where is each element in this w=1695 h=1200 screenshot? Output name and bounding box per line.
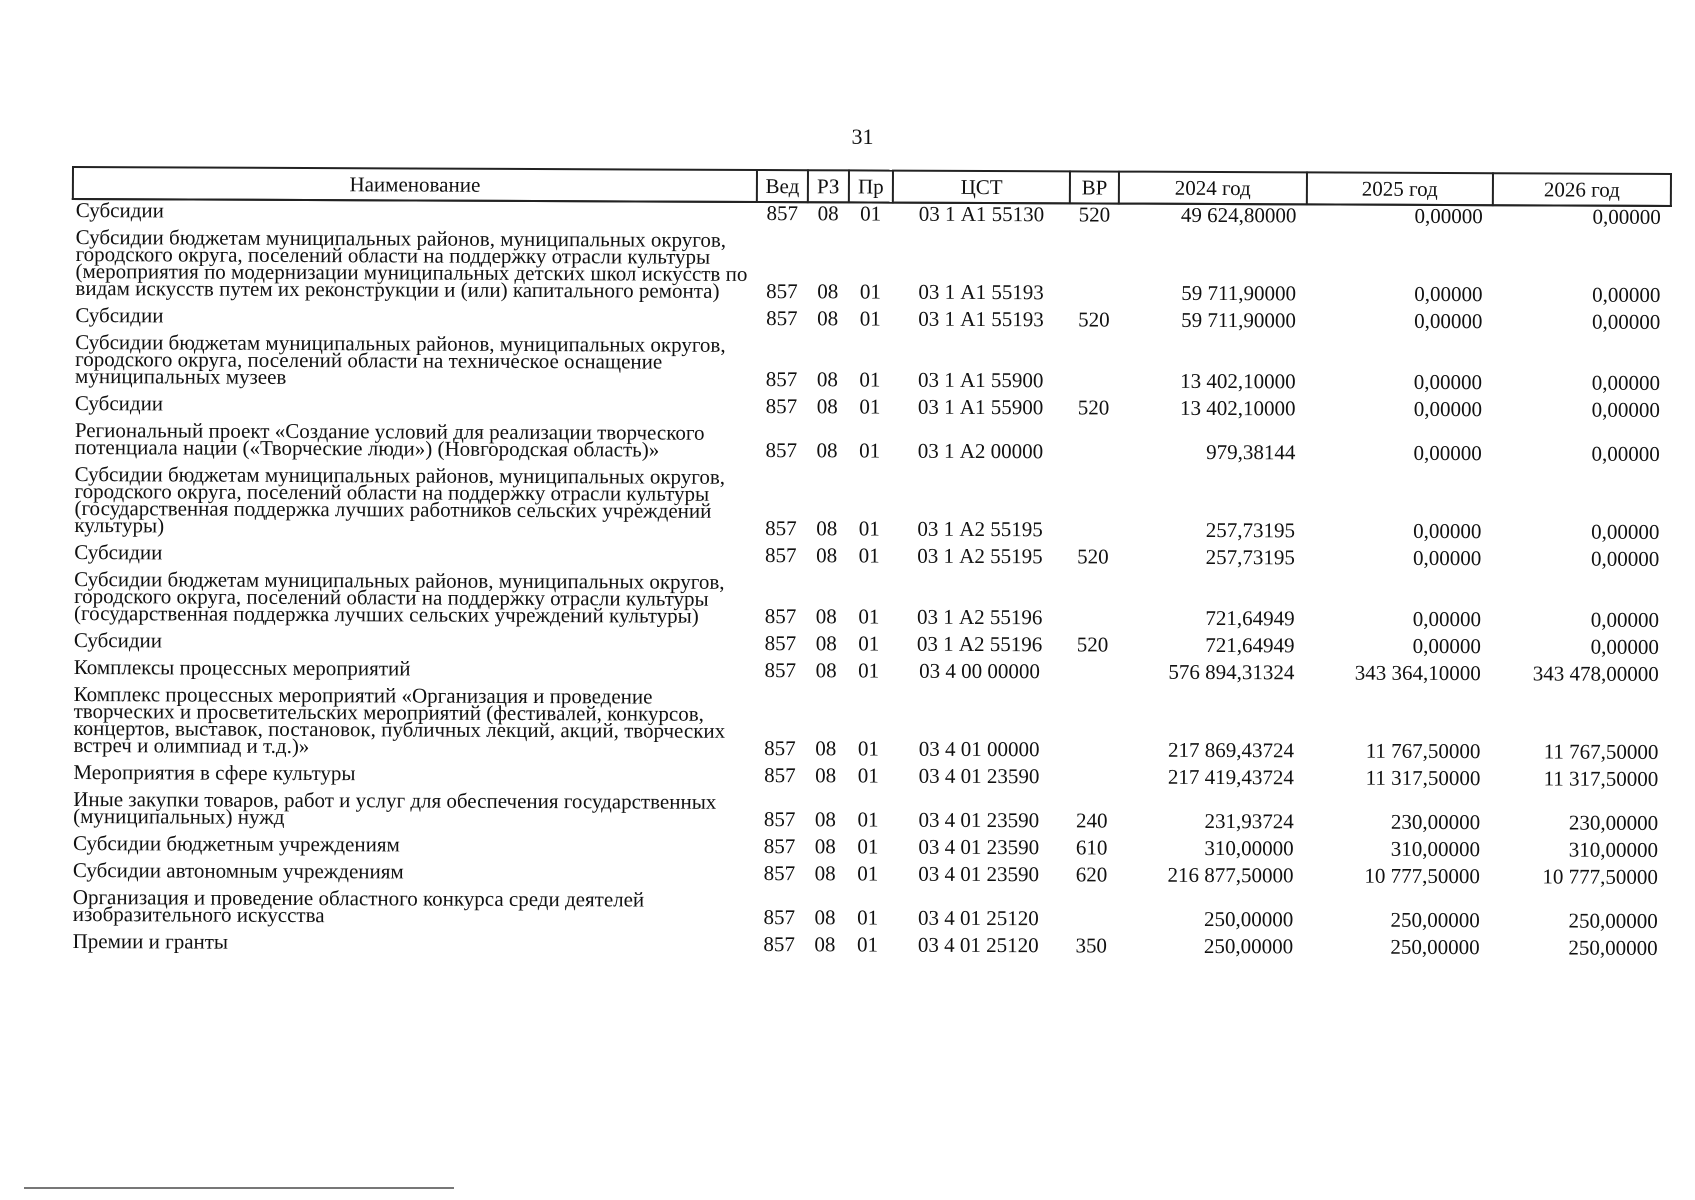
cell-cst: 03 1 А1 55900 — [917, 394, 1044, 420]
header-pr: Пр — [848, 170, 893, 202]
cell-name: Иные закупки товаров, работ и услуг для обеспечения государственных (муниципальных) нужд — [73, 787, 717, 829]
cell-2025: 0,00000 — [1414, 281, 1483, 307]
cell-ved: 857 — [764, 763, 796, 788]
cell-pr: 01 — [858, 516, 880, 541]
cell-2025: 0,00000 — [1412, 606, 1482, 632]
cell-name: Субсидии — [75, 198, 164, 223]
cell-2024: 257,73195 — [1205, 517, 1296, 543]
cell-2025: 250,00000 — [1390, 907, 1480, 933]
cell-2024: 49 624,80000 — [1180, 202, 1297, 228]
cell-rz: 08 — [814, 834, 836, 859]
cell-2026: 310,00000 — [1568, 837, 1659, 862]
page-number: 31 — [851, 124, 874, 149]
cell-pr: 01 — [857, 834, 879, 859]
cell-2026: 343 478,00000 — [1532, 661, 1659, 686]
cell-rz: 08 — [815, 604, 837, 629]
header-2026: 2026 год — [1493, 173, 1671, 206]
cell-2024: 231,93724 — [1204, 808, 1294, 834]
cell-2026: 0,00000 — [1590, 607, 1660, 632]
budget-table-container — [69, 166, 1672, 965]
cell-2025: 11 317,50000 — [1365, 765, 1481, 791]
budget-table — [69, 166, 1672, 965]
cell-2025: 0,00000 — [1413, 396, 1483, 422]
cell-ved: 857 — [763, 834, 796, 859]
cell-vr — [1067, 688, 1116, 766]
header-cst: ЦСТ — [893, 171, 1070, 204]
cell-2024: 217 869,43724 — [1168, 737, 1295, 763]
cell-name: Комплексы процессных мероприятий — [73, 655, 411, 681]
cell-cst: 03 4 01 23590 — [918, 861, 1040, 887]
header-ved: Вед — [757, 170, 808, 202]
cell-cst: 03 4 01 23590 — [918, 807, 1040, 833]
table-row — [71, 569, 1669, 637]
cell-name: Премии и гранты — [72, 929, 229, 954]
cell-2026: 0,00000 — [1591, 441, 1660, 466]
cell-2024: 310,00000 — [1204, 835, 1294, 861]
cell-rz: 08 — [815, 658, 837, 683]
cell-name: Региональный проект «Создание условий для реализации творческого потенциала нации («Творческие люди») (Новгородская область)» — [74, 418, 705, 462]
table-row — [72, 332, 1670, 400]
cell-pr: 01 — [856, 932, 879, 957]
cell-rz: 08 — [816, 367, 838, 392]
cell-2026: 0,00000 — [1591, 519, 1660, 544]
cell-rz: 08 — [814, 905, 836, 930]
cell-vr — [1069, 231, 1118, 309]
cell-rz: 08 — [815, 763, 837, 788]
cell-pr: 01 — [859, 438, 881, 463]
cell-2025: 0,00000 — [1413, 440, 1482, 466]
cell-2025: 11 767,50000 — [1365, 738, 1481, 764]
cell-2024: 59 711,90000 — [1181, 307, 1296, 333]
cell-2026: 0,00000 — [1591, 370, 1661, 395]
cell-2025: 0,00000 — [1413, 369, 1483, 395]
cell-vr — [1067, 891, 1116, 935]
cell-vr — [1069, 424, 1118, 468]
cell-cst: 03 1 А2 55195 — [917, 543, 1043, 569]
header-vr: ВР — [1070, 171, 1119, 203]
cell-2024: 576 894,31324 — [1168, 659, 1295, 685]
cell-cst: 03 1 А1 55900 — [917, 367, 1044, 393]
cell-2026: 11 767,50000 — [1543, 739, 1659, 764]
cell-pr: 01 — [858, 631, 880, 656]
cell-rz: 08 — [816, 516, 838, 541]
cell-vr: 520 — [1078, 307, 1110, 332]
cell-ved: 857 — [764, 604, 797, 629]
cell-2025: 250,00000 — [1390, 934, 1480, 960]
cell-name: Организация и проведение областного конкурса среди деятелей изобразительного искусства — [72, 885, 645, 928]
cell-name: Субсидии — [75, 303, 164, 328]
cell-2026: 250,00000 — [1568, 908, 1658, 933]
cell-name: Субсидии бюджетам муниципальных районов, муниципальных округов, городского округа, поселений области на поддержку отрасли культуры (государственная поддержка лучших работников сельских учреждений культуры) — [74, 462, 726, 538]
cell-ved: 857 — [763, 807, 796, 832]
cell-pr: 01 — [860, 201, 882, 226]
cell-2024: 13 402,10000 — [1180, 368, 1296, 394]
cell-2026: 250,00000 — [1568, 935, 1658, 960]
cell-ved: 857 — [766, 279, 798, 304]
cell-2024: 721,64949 — [1205, 605, 1295, 631]
cell-ved: 857 — [765, 367, 798, 392]
cell-ved: 857 — [765, 543, 797, 568]
table-row — [70, 887, 1668, 938]
cell-pr: 01 — [857, 861, 879, 886]
cell-pr: 01 — [858, 658, 880, 683]
cell-2025: 0,00000 — [1412, 633, 1481, 659]
cell-ved: 857 — [764, 736, 796, 761]
cell-cst: 03 1 А2 55196 — [916, 604, 1043, 630]
cell-cst: 03 4 01 25120 — [917, 932, 1039, 958]
cell-2025: 310,00000 — [1390, 836, 1481, 862]
cell-vr: 240 — [1075, 808, 1108, 833]
cell-2024: 216 877,50000 — [1167, 862, 1294, 888]
cell-2026: 0,00000 — [1590, 546, 1660, 571]
cell-cst: 03 1 А1 55130 — [918, 201, 1045, 227]
cell-ved: 857 — [764, 631, 797, 656]
cell-vr: 520 — [1078, 202, 1111, 227]
cell-2026: 0,00000 — [1590, 634, 1659, 659]
cell-vr: 520 — [1077, 544, 1109, 569]
cell-2025: 230,00000 — [1390, 809, 1481, 835]
cell-ved: 857 — [766, 306, 798, 331]
table-body — [70, 199, 1671, 965]
cell-pr: 01 — [857, 736, 879, 761]
cell-vr: 520 — [1077, 395, 1110, 420]
cell-cst: 03 4 01 25120 — [917, 905, 1039, 931]
cell-rz: 08 — [814, 932, 836, 957]
cell-2026: 10 777,50000 — [1542, 864, 1658, 889]
cell-2026: 230,00000 — [1568, 810, 1659, 835]
cell-cst: 03 1 А2 55195 — [917, 516, 1043, 542]
cell-ved: 857 — [766, 201, 799, 226]
cell-2024: 250,00000 — [1203, 933, 1294, 959]
cell-ved: 857 — [765, 394, 798, 419]
header-2025: 2025 год — [1306, 172, 1493, 205]
cell-name: Субсидии — [74, 540, 163, 565]
cell-ved: 857 — [765, 438, 798, 463]
cell-rz: 08 — [817, 306, 839, 331]
cell-cst: 03 1 А1 55193 — [918, 279, 1044, 305]
cell-name: Субсидии бюджетам муниципальных районов, муниципальных округов, городского округа, поселений области на техническое оснащение муниципальных музеев — [75, 330, 726, 389]
cell-ved: 857 — [763, 932, 795, 957]
cell-2026: 11 317,50000 — [1543, 766, 1659, 791]
cell-2026: 0,00000 — [1592, 204, 1661, 229]
cell-rz: 08 — [815, 736, 837, 761]
cell-name: Субсидии автономным учреждениям — [72, 858, 404, 884]
cell-rz: 08 — [814, 861, 836, 886]
cell-2026: 0,00000 — [1592, 282, 1661, 307]
cell-cst: 03 4 00 00000 — [919, 658, 1040, 684]
cell-2024: 59 711,90000 — [1181, 280, 1297, 306]
cell-cst: 03 1 А2 00000 — [917, 438, 1044, 464]
cell-vr — [1068, 661, 1117, 688]
cell-vr — [1068, 573, 1117, 634]
cell-pr: 01 — [859, 279, 881, 304]
cell-rz: 08 — [816, 438, 838, 463]
cell-2026: 0,00000 — [1592, 309, 1661, 334]
cell-name: Субсидии бюджетам муниципальных районов, муниципальных округов, городского округа, поселений области на поддержку отрасли культуры (мероприятия по модернизации муниципальных детских школ искусств по видам искусств путем их реконструкции и (или) капитального ремонта) — [75, 225, 748, 303]
cell-2025: 343 364,10000 — [1354, 660, 1481, 686]
cell-rz: 08 — [817, 279, 839, 304]
header-rz: РЗ — [808, 170, 849, 202]
cell-pr: 01 — [859, 367, 881, 392]
cell-2025: 0,00000 — [1414, 203, 1483, 229]
cell-pr: 01 — [859, 394, 881, 419]
cell-cst: 03 4 01 23590 — [918, 763, 1040, 789]
table-row — [70, 931, 1668, 965]
cell-pr: 01 — [857, 763, 879, 788]
cell-2025: 0,00000 — [1414, 308, 1483, 334]
table-row — [71, 464, 1669, 549]
cell-pr: 01 — [859, 306, 881, 331]
cell-2025: 0,00000 — [1413, 545, 1482, 571]
cell-rz: 08 — [816, 543, 838, 568]
cell-2025: 0,00000 — [1413, 518, 1482, 544]
cell-2026: 0,00000 — [1591, 397, 1661, 422]
cell-2024: 979,38144 — [1206, 439, 1296, 465]
cell-2025: 10 777,50000 — [1364, 863, 1480, 889]
cell-2024: 13 402,10000 — [1179, 395, 1296, 421]
cell-ved: 857 — [763, 905, 796, 930]
cell-name: Мероприятия в сфере культуры — [73, 760, 356, 786]
cell-2024: 257,73195 — [1205, 544, 1295, 570]
cell-ved: 857 — [765, 516, 797, 541]
cell-name: Комплекс процессных мероприятий «Организация и проведение творческих и просветительских мероприятий (фестивалей, конкурсов, концертов, выставок, постановок, публичных лекций, акций, творческих встреч и олимпиад и т.д.)» — [73, 682, 726, 759]
cell-pr: 01 — [858, 604, 880, 629]
cell-pr: 01 — [857, 905, 879, 930]
cell-cst: 03 4 01 00000 — [918, 736, 1040, 762]
cell-ved: 857 — [763, 861, 796, 886]
cell-2024: 217 419,43724 — [1167, 764, 1294, 790]
table-row — [72, 227, 1670, 312]
cell-rz: 08 — [817, 201, 839, 226]
cell-2024: 721,64949 — [1205, 632, 1295, 658]
bottom-rule — [24, 1187, 454, 1189]
cell-vr: 620 — [1075, 862, 1108, 887]
cell-name: Субсидии бюджетам муниципальных районов, муниципальных округов, городского округа, поселений области на поддержку отрасли культуры (государственная поддержка лучших сельских учреждений культуры) — [73, 567, 725, 628]
cell-rz: 08 — [815, 631, 837, 656]
cell-2024: 250,00000 — [1204, 906, 1294, 932]
cell-pr: 01 — [858, 543, 880, 568]
cell-name: Субсидии — [73, 628, 163, 653]
cell-name: Субсидии — [74, 391, 164, 416]
cell-vr: 520 — [1076, 632, 1109, 657]
cell-vr: 610 — [1075, 835, 1108, 860]
cell-cst: 03 4 01 23590 — [918, 834, 1040, 860]
header-name: Наименование — [73, 167, 757, 202]
cell-vr — [1068, 468, 1117, 546]
cell-vr: 350 — [1075, 933, 1108, 958]
cell-pr: 01 — [857, 807, 879, 832]
cell-vr — [1067, 766, 1116, 793]
cell-ved: 857 — [764, 658, 797, 683]
cell-name: Субсидии бюджетным учреждениям — [72, 831, 400, 857]
header-2024: 2024 год — [1119, 172, 1307, 205]
cell-cst: 03 1 А1 55193 — [918, 306, 1044, 332]
cell-vr — [1069, 336, 1118, 397]
cell-cst: 03 1 А2 55196 — [916, 631, 1043, 657]
cell-rz: 08 — [816, 394, 838, 419]
cell-rz: 08 — [814, 807, 837, 832]
table-row — [70, 684, 1668, 769]
